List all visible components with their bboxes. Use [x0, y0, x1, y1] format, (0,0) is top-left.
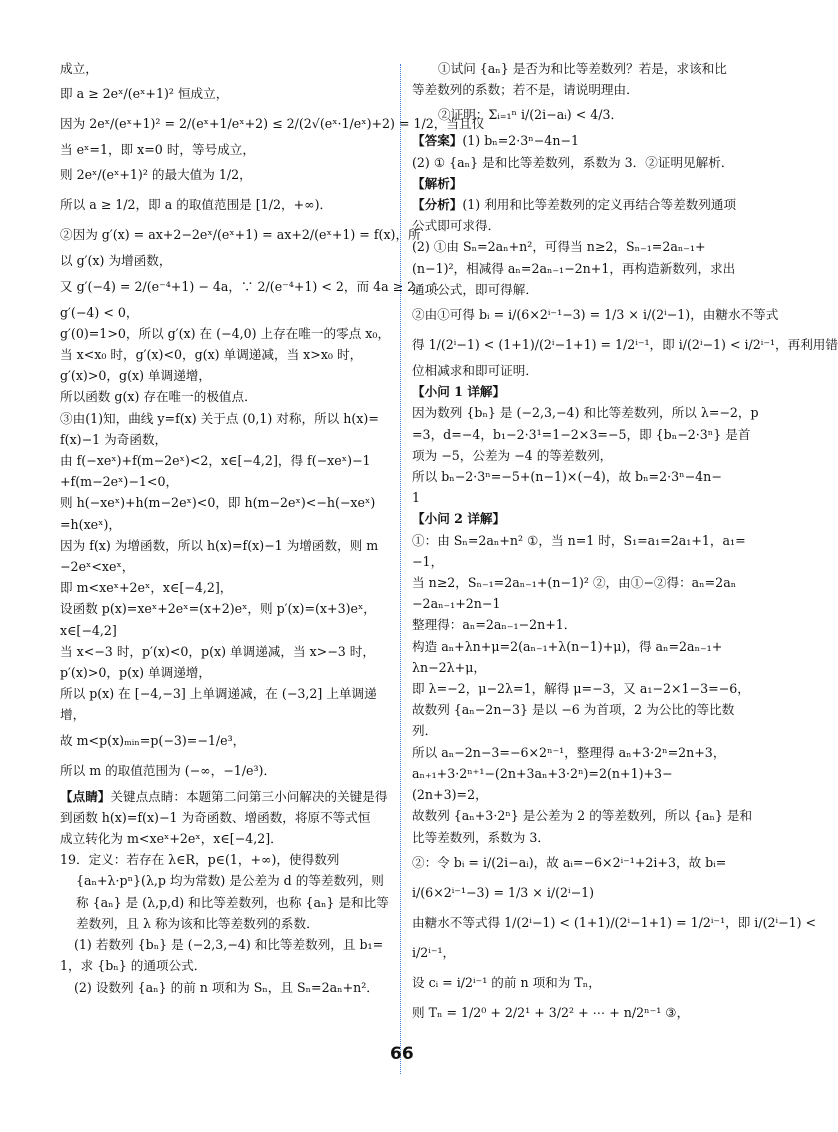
text-line: 即 a ≥ 2eˣ/(eˣ+1)² 恒成立，	[60, 86, 229, 102]
problem-line: {aₙ+λ·pⁿ}(λ,p 均为常数) 是公差为 d 的等差数列，则	[76, 873, 384, 889]
text-line: ①试问 {aₙ} 是否为和比等差数列？若是，求该和比	[438, 61, 727, 76]
page-number: 66	[390, 1044, 414, 1064]
text-line: 构造 aₙ+λn+μ=2(aₙ₋₁+λ(n−1)+μ)，得 aₙ=2aₙ₋₁+	[412, 638, 723, 654]
problem-line: (2) 设数列 {aₙ} 的前 n 项和为 Sₙ，且 Sₙ=2aₙ+n²．	[74, 979, 379, 995]
text-line: 以 g′(x) 为增函数，	[60, 253, 172, 269]
text-line: =3，d=−4，b₁−2·3¹=1−2×3=−5，即 {bₙ−2·3ⁿ} 是首	[412, 426, 751, 442]
text-line: 因为 2eˣ/(eˣ+1)² = 2/(eˣ+1/eˣ+2) ≤ 2/(2√(eˣ·1/eˣ)+2) = 1/2，当且仅	[60, 116, 485, 132]
problem-line: 差数列，且 λ 称为该和比等差数列的系数．	[76, 915, 319, 931]
text-line: 由 f(−xeˣ)+f(m−2eˣ)<2，x∈[−4,2]，得 f(−xeˣ)−1	[60, 453, 371, 469]
note-line: 到函数 h(x)=f(x)−1 为奇函数、增函数，将原不等式恒	[60, 809, 371, 825]
answer-line: 【答案】(1) bₙ=2·3ⁿ−4n−1	[412, 133, 579, 149]
problem-line: 1，求 {bₙ} 的通项公式．	[60, 958, 207, 974]
text-line: g′(x)>0，g(x) 单调递增，	[60, 368, 211, 384]
text-line: 所以 a ≥ 1/2，即 a 的取值范围是 [1/2，+∞)．	[60, 197, 333, 213]
text-line: ②证明：Σᵢ₌₁ⁿ i/(2i−aᵢ) < 4/3．	[438, 107, 624, 123]
text-line: p′(x)>0，p(x) 单调递增，	[60, 665, 211, 681]
text-line: ①：由 Sₙ=2aₙ+n² ①，当 n=1 时，S₁=a₁=2a₁+1，a₁=	[412, 532, 746, 548]
text-line: 故数列 {aₙ+3·2ⁿ} 是公差为 2 的等差数列，所以 {aₙ} 是和	[412, 808, 753, 824]
text-line: g′(−4) < 0，	[60, 304, 139, 320]
text-line: 则 Tₙ = 1/2⁰ + 2/2¹ + 3/2² + ⋯ + n/2ⁿ⁻¹ ③，	[412, 1004, 690, 1020]
text-line: ②：令 bᵢ = i/(2i−aᵢ)，故 aᵢ=−6×2ⁱ⁻¹+2i+3，故 bᵢ=	[412, 854, 727, 870]
text-line: i/2ⁱ⁻¹，	[412, 944, 456, 960]
text-line: 设函数 p(x)=xeˣ+2eˣ=(x+2)eˣ，则 p′(x)=(x+3)eˣ，	[60, 601, 376, 617]
text-line: 公式即可求得．	[412, 218, 501, 234]
text-line: 因为数列 {bₙ} 是 (−2,3,−4) 和比等差数列，所以 λ=−2，p	[412, 405, 759, 421]
text-line: 1	[412, 490, 421, 506]
text-line: 成立，	[60, 61, 98, 76]
text-line: 由糖水不等式得 1/(2ⁱ−1) < (1+1)/(2ⁱ−1+1) = 1/2ⁱ⁻¹，即 i/(2ⁱ−1) <	[412, 914, 817, 930]
right-column	[412, 58, 838, 1028]
text-line: ③由(1)知，曲线 y=f(x) 关于点 (0,1) 对称，所以 h(x)=	[60, 410, 379, 426]
column-divider	[400, 64, 401, 1074]
note-line: 【点睛】关键点点睛：本题第二问第三小问解决的关键是得	[60, 788, 388, 804]
text-line: 则 h(−xeˣ)+h(m−2eˣ)<0，即 h(m−2eˣ)<−h(−xeˣ)	[60, 495, 376, 511]
text-line: x∈[−4,2]	[60, 622, 117, 638]
text-line: aₙ₊₁+3·2ⁿ⁺¹−(2n+3aₙ+3·2ⁿ)=2(n+1)+3−	[412, 765, 673, 781]
text-line: 所以 bₙ−2·3ⁿ=−5+(n−1)×(−4)，故 bₙ=2·3ⁿ−4n−	[412, 469, 722, 485]
text-line: 所以 aₙ−2n−3=−6×2ⁿ⁻¹，整理得 aₙ+3·2ⁿ=2n+3，	[412, 744, 726, 760]
text-line: +f(m−2eˣ)−1<0，	[60, 474, 179, 490]
text-line: 因为 f(x) 为增函数，所以 h(x)=f(x)−1 为增函数，则 m	[60, 537, 379, 553]
text-line: 【分析】(1) 利用和比等差数列的定义再结合等差数列通项	[412, 197, 737, 213]
problem-line: 称 {aₙ} 是 (λ,p,d) 和比等差数列，也称 {aₙ} 是和比等	[76, 894, 389, 910]
section-heading: 【小问 1 详解】	[412, 384, 506, 400]
problem-line: (1) 若数列 {bₙ} 是 (−2,3,−4) 和比等差数列，且 b₁=	[74, 937, 384, 953]
text-line: =h(xeˣ)，	[60, 516, 121, 532]
text-line: (2n+3)=2，	[412, 787, 488, 803]
text-line: g′(0)=1>0，所以 g′(x) 在 (−4,0) 上存在唯一的零点 x₀，	[60, 325, 391, 341]
text-line: 得 1/(2ⁱ−1) < (1+1)/(2ⁱ−1+1) = 1/2ⁱ⁻¹，即 i/(2ⁱ−1) < i/2ⁱ⁻¹，再利用错	[412, 337, 838, 353]
text-line: 当 n≥2，Sₙ₋₁=2aₙ₋₁+(n−1)² ②，由①−②得：aₙ=2aₙ	[412, 575, 737, 591]
text-line: 又 g′(−4) = 2/(e⁻⁴+1) − 4a，∵ 2/(e⁻⁴+1) < 2，而 4a ≥ 2，∴	[60, 278, 441, 294]
text-line: 故数列 {aₙ−2n−3} 是以 −6 为首项，2 为公比的等比数	[412, 702, 735, 718]
text-line: ②由①可得 bᵢ = i/(6×2ⁱ⁻¹−3) = 1/3 × i/(2ⁱ−1)，由糖水不等式	[412, 307, 779, 323]
text-line: 即 λ=−2，μ−2λ=1，解得 μ=−3，又 a₁−2×1−3=−6，	[412, 681, 750, 697]
problem-line: 19．定义：若存在 λ∈R，p∈(1，+∞)，使得数列	[60, 852, 340, 868]
section-heading: 【解析】	[412, 175, 463, 191]
text-line: f(x)−1 为奇函数，	[60, 431, 168, 447]
text-line: 则 2eˣ/(eˣ+1)² 的最大值为 1/2，	[60, 167, 252, 183]
text-line: 通项公式，即可得解．	[412, 281, 538, 297]
text-line: 当 x<−3 时，p′(x)<0，p(x) 单调递减，当 x>−3 时，	[60, 643, 375, 659]
note-line: 成立转化为 m<xeˣ+2eˣ，x∈[−4,2]．	[60, 831, 283, 847]
text-line: 故 m<p(x)ₘᵢₙ=p(−3)=−1/e³，	[60, 732, 246, 748]
text-line: ②因为 g′(x) = ax+2−2eˣ/(eˣ+1) = ax+2/(eˣ+1) = f(x)，所	[60, 227, 421, 243]
text-line: 比等差数列，系数为 3．	[412, 829, 550, 845]
text-line: −2aₙ₋₁+2n−1	[412, 596, 501, 612]
text-line: 即 m<xeˣ+2eˣ，x∈[−4,2]，	[60, 580, 233, 596]
text-line: 增，	[60, 707, 86, 723]
text-line: i/(6×2ⁱ⁻¹−3) = 1/3 × i/(2ⁱ−1)	[412, 884, 595, 900]
text-line: 所以 p(x) 在 [−4,−3] 上单调递减，在 (−3,2] 上单调递	[60, 686, 377, 702]
text-line: 等差数列的系数；若不是，请说明理由．	[412, 82, 639, 98]
text-line: 所以函数 g(x) 存在唯一的极值点．	[60, 389, 257, 405]
text-line: λn−2λ+μ，	[412, 659, 486, 675]
text-line: (2) ①由 Sₙ=2aₙ+n²，可得当 n≥2，Sₙ₋₁=2aₙ₋₁+	[412, 239, 706, 255]
text-line: −1，	[412, 553, 444, 569]
text-line: 列．	[412, 723, 438, 739]
text-line: 当 eˣ=1，即 x=0 时，等号成立，	[60, 142, 255, 158]
text-line: 所以 m 的取值范围为 (−∞，−1/e³)．	[60, 762, 277, 778]
answer-line: (2) ① {aₙ} 是和比等差数列，系数为 3．②证明见解析．	[412, 154, 734, 170]
text-line: 设 cᵢ = i/2ⁱ⁻¹ 的前 n 项和为 Tₙ，	[412, 974, 601, 990]
text-line: 当 x<x₀ 时，g′(x)<0，g(x) 单调递减，当 x>x₀ 时，	[60, 347, 363, 363]
text-line: −2eˣ<xeˣ，	[60, 559, 135, 575]
text-line: 位相减求和即可证明．	[412, 363, 538, 379]
text-line: 项为 −5，公差为 −4 的等差数列，	[412, 447, 613, 463]
text-line: (n−1)²，相减得 aₙ=2aₙ₋₁−2n+1，再构造新数列，求出	[412, 260, 736, 276]
text-line: 整理得：aₙ=2aₙ₋₁−2n+1．	[412, 617, 577, 633]
section-heading: 【小问 2 详解】	[412, 511, 506, 527]
